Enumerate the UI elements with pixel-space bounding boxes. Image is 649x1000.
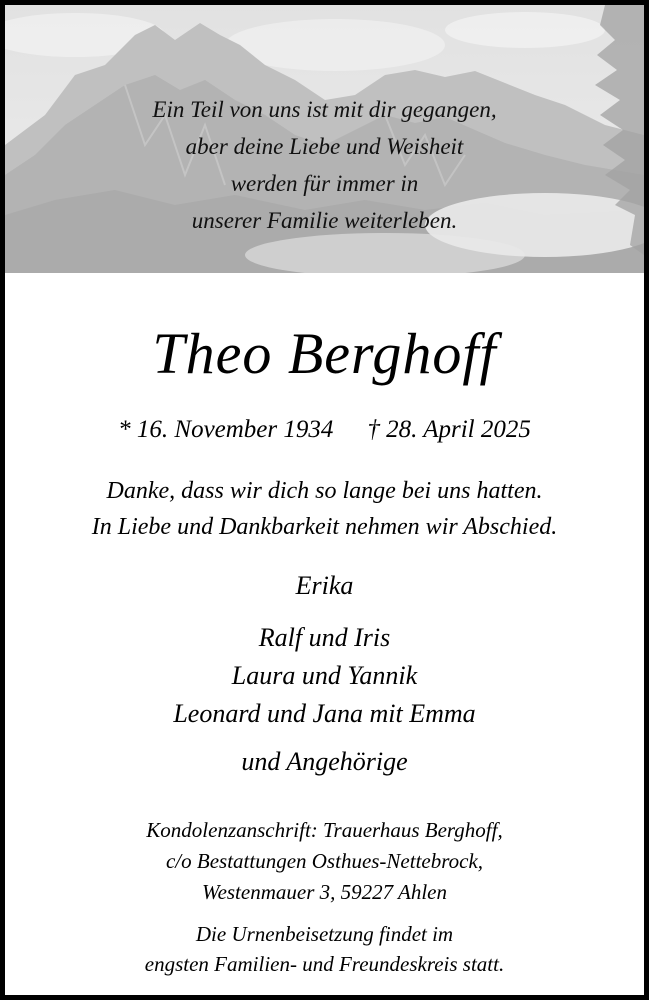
thanks-line: Danke, dass wir dich so lange bei uns hatten. [106, 478, 543, 504]
condolence-address [5, 815, 644, 908]
quote-line: unserer Familie weiterleben. [191, 208, 458, 233]
death-date: † 28. April 2025 [367, 416, 531, 443]
address-line: Westenmauer 3, 59227 Ahlen [202, 880, 447, 904]
quote-line: Ein Teil von uns ist mit dir gegangen, [152, 97, 497, 122]
quote-line: werden für immer in [230, 171, 419, 196]
family-line: Leonard und Jana mit Emma [173, 699, 476, 728]
relatives-line: und Angehörige [241, 747, 408, 776]
spouse-name: Erika [295, 571, 354, 600]
birth-date: * 16. November 1934 [118, 416, 334, 443]
family-members [5, 619, 644, 733]
burial-line: engsten Familien- und Freundeskreis statt. [144, 952, 505, 976]
family-line: Laura und Yannik [231, 661, 418, 690]
thanks-line: In Liebe und Dankbarkeit nehmen wir Abschied. [91, 514, 558, 540]
memorial-quote [5, 91, 644, 239]
mountain-photo-header [5, 5, 644, 273]
family-line: Ralf und Iris [258, 623, 391, 652]
burial-notice [5, 919, 644, 979]
address-line: Kondolenzanschrift: Trauerhaus Berghoff, [146, 818, 503, 842]
burial-line: Die Urnenbeisetzung findet im [195, 922, 454, 946]
deceased-name: Theo Berghoff [152, 321, 497, 386]
thanks-message [5, 473, 644, 545]
address-line: c/o Bestattungen Osthues-Nettebrock, [165, 849, 484, 873]
quote-line: aber deine Liebe und Weisheit [185, 134, 464, 159]
life-dates [5, 413, 644, 447]
